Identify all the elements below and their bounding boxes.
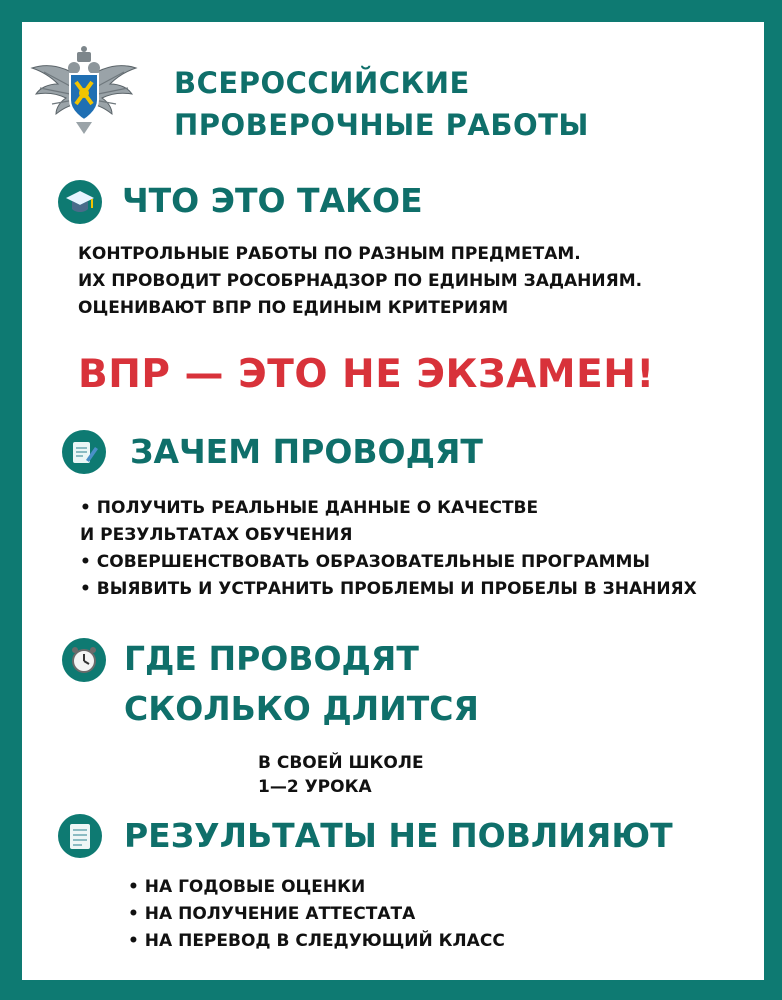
section-results-line: • НА ГОДОВЫЕ ОЦЕНКИ	[128, 877, 366, 897]
section-why-line: • СОВЕРШЕНСТВОВАТЬ ОБРАЗОВАТЕЛЬНЫЕ ПРОГРАММЫ	[80, 552, 651, 572]
graduation-cap-icon	[58, 180, 102, 224]
section-where-line: В СВОЕЙ ШКОЛЕ	[258, 753, 424, 773]
alarm-clock-icon	[62, 638, 106, 682]
section-why-text	[80, 495, 697, 603]
section-where-title	[124, 634, 479, 734]
section-why-title: ЗАЧЕМ ПРОВОДЯТ	[130, 432, 483, 471]
section-what-title: ЧТО ЭТО ТАКОЕ	[122, 181, 423, 220]
section-where-line: 1—2 УРОКА	[258, 777, 372, 797]
section-why-line: • ВЫЯВИТЬ И УСТРАНИТЬ ПРОБЛЕМЫ И ПРОБЕЛЫ В ЗНАНИЯХ	[80, 579, 697, 599]
section-why-line: • ПОЛУЧИТЬ РЕАЛЬНЫЕ ДАННЫЕ О КАЧЕСТВЕ	[80, 498, 539, 518]
header-title-line2: ПРОВЕРОЧНЫЕ РАБОТЫ	[174, 108, 589, 142]
document-pen-icon	[62, 430, 106, 474]
section-what-line: ОЦЕНИВАЮТ ВПР ПО ЕДИНЫМ КРИТЕРИЯМ	[78, 298, 509, 318]
checklist-icon	[58, 814, 102, 858]
section-where-title-line1: ГДЕ ПРОВОДЯТ	[124, 639, 419, 678]
section-where-text	[258, 751, 424, 799]
section-what-line: КОНТРОЛЬНЫЕ РАБОТЫ ПО РАЗНЫМ ПРЕДМЕТАМ.	[78, 244, 581, 264]
poster	[22, 22, 764, 980]
section-results-line: • НА ПЕРЕВОД В СЛЕДУЮЩИЙ КЛАСС	[128, 931, 505, 951]
header-title-line1: ВСЕРОССИЙСКИЕ	[174, 66, 470, 100]
section-results-title: РЕЗУЛЬТАТЫ НЕ ПОВЛИЯЮТ	[124, 816, 673, 855]
section-where-title-line2: СКОЛЬКО ДЛИТСЯ	[124, 689, 479, 728]
emblem-eagle-icon	[30, 38, 138, 138]
section-results-text	[128, 874, 505, 955]
section-results-line: • НА ПОЛУЧЕНИЕ АТТЕСТАТА	[128, 904, 416, 924]
section-what-text	[78, 241, 642, 322]
alert-text: ВПР — ЭТО НЕ ЭКЗАМЕН!	[78, 352, 655, 397]
section-why-line: И РЕЗУЛЬТАТАХ ОБУЧЕНИЯ	[80, 525, 353, 545]
section-what-line: ИХ ПРОВОДИТ РОСОБРНАДЗОР ПО ЕДИНЫМ ЗАДАНИЯМ.	[78, 271, 643, 291]
header-title	[174, 62, 589, 146]
